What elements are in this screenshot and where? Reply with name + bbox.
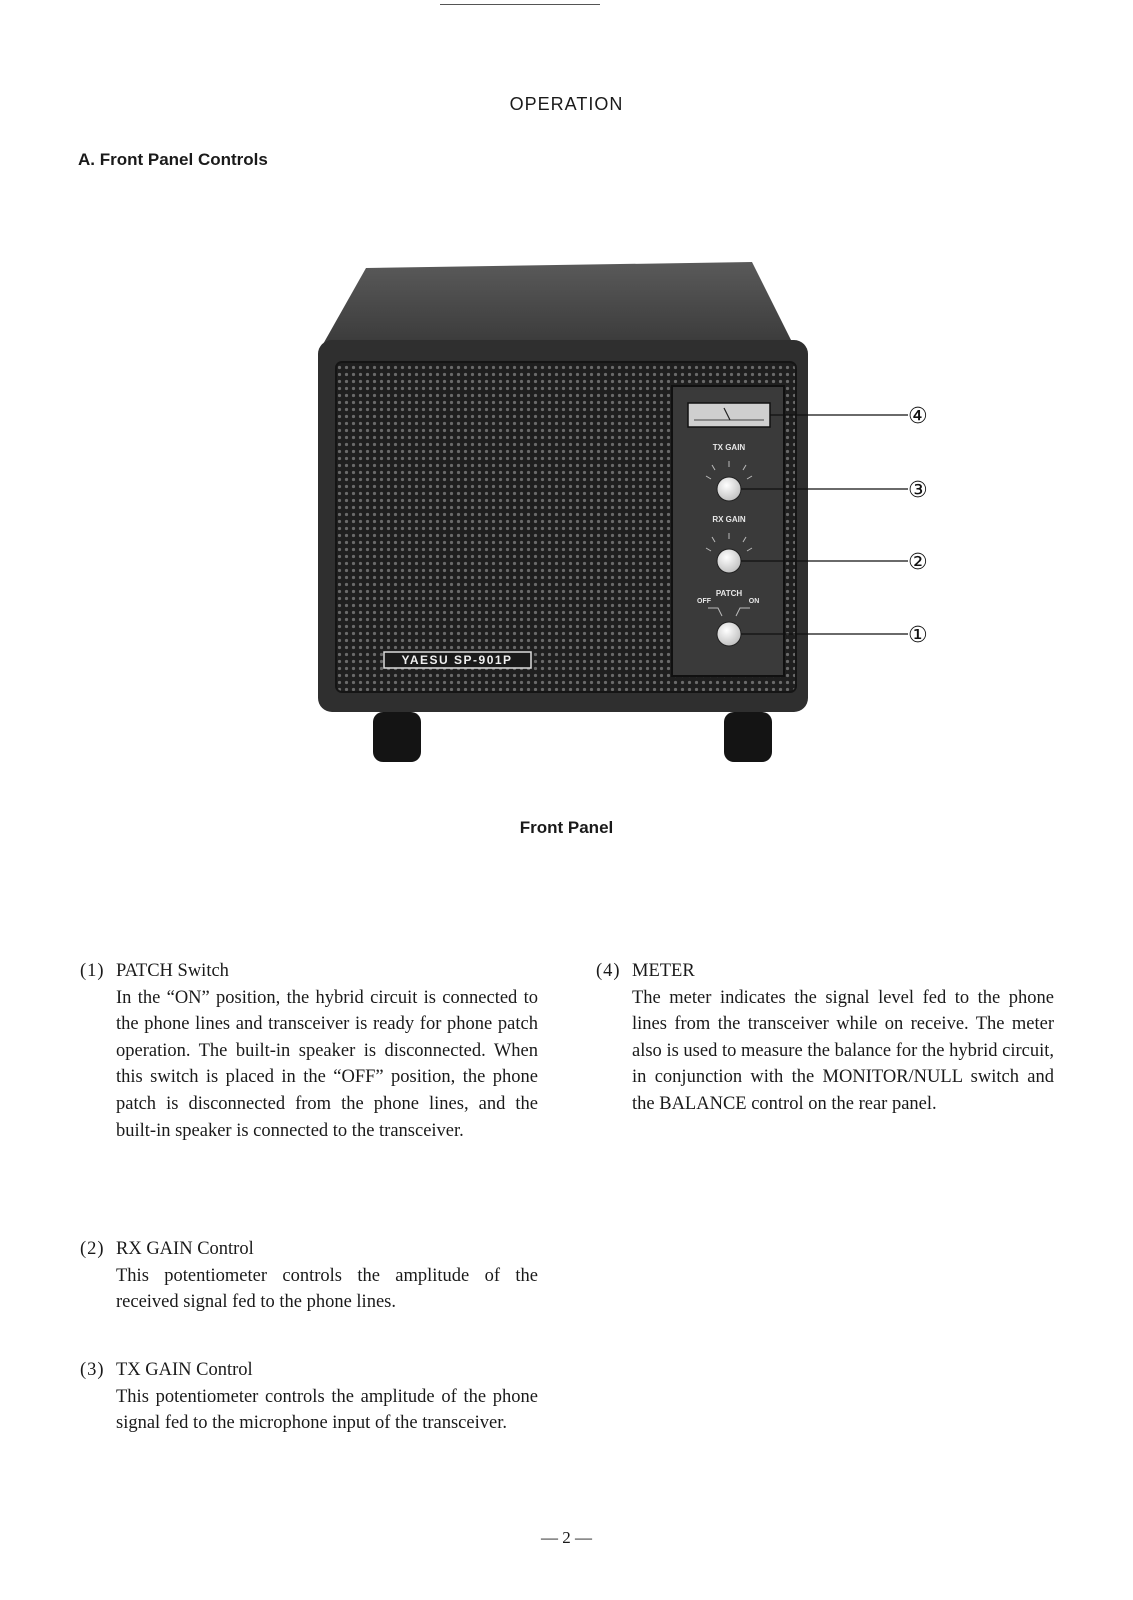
item-number: (4) (596, 961, 621, 981)
brand-label: YAESU SP-901P (401, 653, 513, 667)
callout-4: ④ (908, 404, 928, 429)
item-title: PATCH Switch (116, 961, 229, 981)
item-title: RX GAIN Control (116, 1239, 254, 1259)
item-description: In the “ON” position, the hybrid circuit is connected to the phone lines and transceiver is ready for phone patch operation. The built-in speaker is disconnected. When this switch is placed in the “OFF” position, the phone patch is disconnected from the phone lines, and the built-in speaker is connected to the transceiver. (116, 987, 538, 1141)
subsection-title: A. Front Panel Controls (78, 150, 268, 169)
page-number: — 2 — (541, 1528, 592, 1547)
item-patch-switch (80, 958, 538, 1144)
item-title: TX GAIN Control (116, 1360, 253, 1380)
section-title: OPERATION (509, 94, 624, 114)
callout-2: ② (908, 550, 928, 575)
rx-gain-knob (717, 549, 741, 573)
item-meter (596, 958, 1054, 1118)
label-off: OFF (697, 598, 711, 605)
item-number: (3) (80, 1360, 105, 1380)
left-foot (373, 712, 421, 762)
item-description: This potentiometer controls the amplitude of the phone signal fed to the microphone input of the transceiver. (116, 1386, 538, 1434)
right-foot (724, 712, 772, 762)
label-tx-gain: TX GAIN (712, 443, 746, 452)
patch-switch (717, 622, 741, 646)
label-on: ON (748, 598, 760, 605)
figure-caption: Front Panel (519, 818, 614, 837)
meter (688, 403, 770, 427)
tx-gain-knob (717, 477, 741, 501)
label-rx-gain: RX GAIN (712, 515, 746, 524)
label-patch: PATCH (715, 589, 743, 598)
item-description: This potentiometer controls the amplitude of the received signal fed to the phone lines. (116, 1265, 538, 1313)
item-title: METER (632, 961, 695, 981)
cabinet-top (322, 262, 792, 346)
item-description: The meter indicates the signal level fed to the phone lines from the transceiver while on receive. The meter also is used to measure the balance for the hybrid circuit, in conjunction with the MONITOR/NULL switch and the BALANCE control on the rear panel. (632, 987, 1054, 1114)
item-number: (1) (80, 961, 105, 981)
item-tx-gain (80, 1357, 538, 1437)
item-rx-gain (80, 1236, 538, 1316)
callout-3: ③ (908, 478, 928, 503)
callout-1: ① (908, 623, 928, 648)
item-number: (2) (80, 1239, 105, 1259)
